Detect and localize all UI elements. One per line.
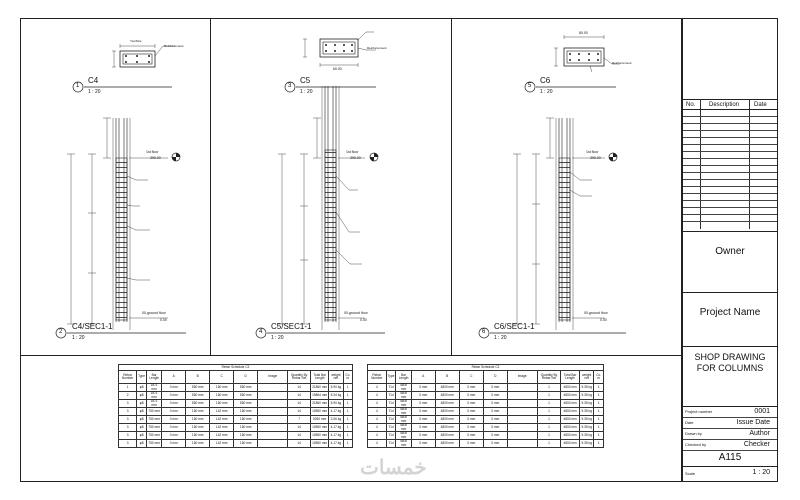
table-cell: 4 xyxy=(368,384,387,392)
table-cell: 550 mm xyxy=(234,400,258,408)
owner-label: Owner xyxy=(715,246,745,257)
table-cell: 550 mm xyxy=(186,392,210,400)
table-cell: 14 xyxy=(288,424,311,432)
schedule-header: Quantity By Rebar Set xyxy=(537,371,561,384)
table-cell: 1 xyxy=(537,400,561,408)
table-cell: 0 mm xyxy=(459,400,483,408)
schedule-title: Rebar Schedule C2 xyxy=(368,365,604,371)
elevation-scale-3: 1 : 20 xyxy=(494,335,507,341)
table-cell: T14 xyxy=(386,392,396,400)
table-cell: 750 mm xyxy=(147,432,162,440)
table-cell: 1 xyxy=(343,408,352,416)
table-cell: 4.17 kg xyxy=(329,424,343,432)
table-cell: 4 xyxy=(368,400,387,408)
schedule-header: weight net xyxy=(329,371,343,384)
table-cell: 1 xyxy=(343,440,352,448)
table-cell: 4800 mm xyxy=(435,432,459,440)
bottom-level-value-1: 0.00 xyxy=(160,318,167,322)
table-cell: 0 mm xyxy=(411,408,435,416)
table-cell: 0 mm xyxy=(162,400,186,408)
table-cell: 1 xyxy=(537,408,561,416)
table-cell: 0 mm xyxy=(459,440,483,448)
table-cell: 1 xyxy=(537,432,561,440)
top-level-label-2: 1st floor xyxy=(346,150,359,154)
table-cell: 1 xyxy=(594,384,604,392)
table-cell: 4800 mm xyxy=(435,392,459,400)
column-ties xyxy=(116,158,127,320)
schedule-header: B xyxy=(186,371,210,384)
elevation-number-2: 4 xyxy=(259,329,263,335)
table-cell: 4800 mm xyxy=(396,432,411,440)
detail-title-1: C4 xyxy=(88,76,99,85)
column-elevation-2 xyxy=(278,86,378,330)
project-number-label: Project number xyxy=(685,409,713,414)
table-cell: 1 xyxy=(343,384,352,392)
table-cell: 150 mm xyxy=(234,440,258,448)
schedule-body-1 xyxy=(119,384,353,448)
table-cell: 1 xyxy=(537,416,561,424)
table-cell xyxy=(507,416,537,424)
detail-number-2: 3 xyxy=(288,83,292,89)
elevation-number-1: 2 xyxy=(59,329,63,335)
table-cell: 1 xyxy=(594,408,604,416)
table-cell: 4800 mm xyxy=(396,440,411,448)
table-cell: 0 mm xyxy=(459,416,483,424)
elevation-title-2: C5/SEC1-1 xyxy=(271,322,312,331)
table-cell xyxy=(507,424,537,432)
table-cell: 750 mm xyxy=(147,408,162,416)
table-cell: 750 mm xyxy=(147,440,162,448)
table-cell: 750 mm xyxy=(147,424,162,432)
column-ties xyxy=(559,158,570,320)
table-cell: 4800 mm xyxy=(561,384,580,392)
table-cell: φ8 xyxy=(137,392,147,400)
table-cell: 4800 mm xyxy=(396,392,411,400)
table-cell: φ8 xyxy=(137,432,147,440)
table-cell: 150 mm xyxy=(210,392,234,400)
schedule-header: Type xyxy=(137,371,147,384)
table-cell: 1 xyxy=(594,432,604,440)
table-cell: 0 mm xyxy=(162,440,186,448)
table-cell: 150 mm xyxy=(186,432,210,440)
checked-by-label: Checked by xyxy=(685,442,707,447)
table-cell xyxy=(258,424,288,432)
table-row xyxy=(119,440,353,448)
table-cell: 0 mm xyxy=(483,424,507,432)
table-cell: 4.17 kg xyxy=(329,440,343,448)
table-cell: T14 xyxy=(386,384,396,392)
detail-scale-3: 1 : 20 xyxy=(540,89,553,95)
table-cell: 4800 mm xyxy=(561,400,580,408)
detail-note-1: Reinforcement xyxy=(164,44,184,48)
table-cell: 4.17 kg xyxy=(329,408,343,416)
table-cell: 0 mm xyxy=(162,384,186,392)
table-cell: 4 xyxy=(368,424,387,432)
schedule-header: Total Bar Length xyxy=(311,371,329,384)
table-cell: 14 xyxy=(288,408,311,416)
table-cell: 142 mm xyxy=(210,408,234,416)
detail-number-1: 1 xyxy=(76,83,80,89)
table-cell: 4 xyxy=(368,416,387,424)
table-cell: 21860 mm xyxy=(311,400,329,408)
table-cell: 1 xyxy=(343,416,352,424)
table-row xyxy=(368,440,604,448)
table-cell: 0 mm xyxy=(459,432,483,440)
table-cell: 4800 mm xyxy=(396,384,411,392)
project-name: Project Name xyxy=(699,307,761,318)
table-cell: φ8 xyxy=(137,424,147,432)
table-cell: 1 xyxy=(537,424,561,432)
schedule-header: C xyxy=(210,371,234,384)
section-outline xyxy=(120,51,155,67)
table-cell: 4800 mm xyxy=(561,432,580,440)
schedule-header: weight net xyxy=(579,371,594,384)
schedule-header: Rebar Number xyxy=(368,371,387,384)
table-cell: 0 mm xyxy=(483,400,507,408)
table-cell: 4800 mm xyxy=(561,440,580,448)
table-cell: T14 xyxy=(386,400,396,408)
table-cell: 150 mm xyxy=(186,408,210,416)
table-cell: 142 mm xyxy=(210,440,234,448)
elevation-title-3: C6/SEC1-1 xyxy=(494,322,535,331)
schedule-header: Co. m xyxy=(594,371,604,384)
table-cell xyxy=(507,392,537,400)
rebar-schedule-2 xyxy=(367,364,604,448)
top-level-label-1: 1st floor xyxy=(146,150,159,154)
table-cell: 7 xyxy=(288,416,311,424)
table-cell: 0 mm xyxy=(411,424,435,432)
table-cell: 1 xyxy=(594,400,604,408)
table-cell: 4800 mm xyxy=(435,424,459,432)
top-level-value-1: 390.00 xyxy=(150,156,161,160)
drawn-by-value: Author xyxy=(749,430,770,437)
table-cell: 0 mm xyxy=(411,392,435,400)
table-cell: T14 xyxy=(386,408,396,416)
table-cell: 5250 mm xyxy=(311,416,329,424)
table-cell xyxy=(507,384,537,392)
table-cell: 4800 mm xyxy=(396,408,411,416)
schedule-header: B xyxy=(435,371,459,384)
schedule-header: C xyxy=(459,371,483,384)
table-cell: 550 mm xyxy=(234,384,258,392)
table-cell: 4 xyxy=(368,432,387,440)
rev-header-no: No. xyxy=(686,102,696,108)
date-label: Date xyxy=(685,420,694,425)
table-row xyxy=(119,424,353,432)
schedule-header: D xyxy=(483,371,507,384)
bottom-level-label-2: 00-ground floor xyxy=(344,311,368,315)
rebar-schedule-1 xyxy=(118,364,353,448)
table-cell: 3 xyxy=(119,440,137,448)
table-cell xyxy=(258,408,288,416)
table-cell: 1 xyxy=(594,416,604,424)
table-cell: 142 mm xyxy=(210,424,234,432)
table-cell: 550 mm xyxy=(186,400,210,408)
table-cell: 0 mm xyxy=(483,408,507,416)
elevation-title-1: C4/SEC1-1 xyxy=(72,322,113,331)
checked-by-value: Checker xyxy=(743,441,770,448)
schedule-header: Bar Length xyxy=(147,371,162,384)
table-cell xyxy=(507,408,537,416)
column-elevation-3 xyxy=(513,118,617,330)
top-level-label-3: 1st floor xyxy=(586,150,599,154)
table-cell: T14 xyxy=(386,424,396,432)
table-cell: 0 mm xyxy=(483,392,507,400)
project-number: 0001 xyxy=(754,408,770,415)
table-cell: 0 mm xyxy=(411,400,435,408)
schedule-header: Image xyxy=(258,371,288,384)
table-cell: 4800 mm xyxy=(435,400,459,408)
table-cell: T14 xyxy=(386,432,396,440)
detail-markers xyxy=(56,82,626,338)
title-block xyxy=(682,18,778,482)
table-row xyxy=(119,432,353,440)
table-cell: 150 mm xyxy=(186,424,210,432)
schedule-header: Rebar Number xyxy=(119,371,137,384)
table-cell: 14 xyxy=(288,384,311,392)
table-cell: 0 mm xyxy=(162,432,186,440)
table-cell: 0 mm xyxy=(483,440,507,448)
table-cell: 1871 mm xyxy=(147,384,162,392)
table-cell: 1 xyxy=(537,392,561,400)
table-cell: 10550 mm xyxy=(311,424,329,432)
table-cell: 4800 mm xyxy=(396,424,411,432)
table-cell: 2 xyxy=(119,392,137,400)
table-cell: 150 mm xyxy=(186,440,210,448)
table-cell: φ8 xyxy=(137,416,147,424)
rev-header-date: Date xyxy=(754,102,767,108)
table-cell: 0 mm xyxy=(162,424,186,432)
table-cell: 3 xyxy=(119,416,137,424)
detail-scale-1: 1 : 20 xyxy=(88,89,101,95)
table-cell: 1 xyxy=(343,424,352,432)
elevation-number-3: 6 xyxy=(482,329,486,335)
revision-table xyxy=(683,99,777,231)
table-cell xyxy=(507,400,537,408)
table-cell: φ8 xyxy=(137,408,147,416)
table-cell: 1871 mm xyxy=(147,400,162,408)
table-cell: 0 mm xyxy=(483,384,507,392)
table-cell: 10550 mm xyxy=(311,432,329,440)
table-cell: 4800 mm xyxy=(435,416,459,424)
table-cell: 5.90 kg xyxy=(329,384,343,392)
top-level-value-2: 390.00 xyxy=(350,156,361,160)
table-cell: 0 mm xyxy=(162,392,186,400)
table-cell: 5.35 kg xyxy=(579,384,594,392)
table-cell: 150 mm xyxy=(186,416,210,424)
detail-scale-2: 1 : 20 xyxy=(300,89,313,95)
table-cell: 142 mm xyxy=(210,432,234,440)
table-cell: 3 xyxy=(119,400,137,408)
table-row xyxy=(119,400,353,408)
schedule-title: Rebar Schedule C2 xyxy=(119,365,353,371)
table-cell: 142 mm xyxy=(210,416,234,424)
watermark-logo: خمسات xyxy=(360,457,427,479)
table-cell xyxy=(258,384,288,392)
table-cell: 3 xyxy=(119,408,137,416)
column-elevation-1 xyxy=(67,118,180,330)
table-cell: 4800 mm xyxy=(435,384,459,392)
table-cell: 2.06 kg xyxy=(329,416,343,424)
table-cell xyxy=(507,440,537,448)
table-cell: 0 mm xyxy=(483,432,507,440)
table-cell: 5.34 kg xyxy=(329,392,343,400)
schedule-header: Image xyxy=(507,371,537,384)
schedule-header: A xyxy=(162,371,186,384)
bottom-level-label-3: 00-ground floor xyxy=(584,311,608,315)
schedule-header: Total Bar Length xyxy=(561,371,580,384)
table-row xyxy=(119,408,353,416)
table-cell: 4800 mm xyxy=(561,424,580,432)
schedule-header: Type xyxy=(386,371,396,384)
table-cell: 150 mm xyxy=(234,424,258,432)
sheet-number: A115 xyxy=(718,452,742,463)
table-cell: 5.35 kg xyxy=(579,400,594,408)
table-cell: 0 mm xyxy=(162,408,186,416)
table-cell: 1 xyxy=(343,400,352,408)
table-cell: 4800 mm xyxy=(561,416,580,424)
table-row xyxy=(119,416,353,424)
schedule-header: Bar Length xyxy=(396,371,411,384)
table-cell: φ8 xyxy=(137,400,147,408)
table-cell: 0 mm xyxy=(459,408,483,416)
date-value: Issue Date xyxy=(736,419,770,426)
table-cell: 0 mm xyxy=(162,416,186,424)
schedule-body-2 xyxy=(368,384,604,448)
table-cell xyxy=(258,432,288,440)
table-cell: φ8 xyxy=(137,384,147,392)
table-cell: 21860 mm xyxy=(311,384,329,392)
elevation-scale-2: 1 : 20 xyxy=(271,335,284,341)
table-cell: 1 xyxy=(537,440,561,448)
table-cell: 4800 mm xyxy=(396,400,411,408)
table-cell: 1 xyxy=(343,392,352,400)
table-cell: 550 mm xyxy=(186,384,210,392)
table-cell: 4800 mm xyxy=(561,392,580,400)
detail-number-3: 5 xyxy=(528,83,532,89)
table-cell: 14 xyxy=(288,440,311,448)
logo-area xyxy=(683,19,777,99)
table-cell: 1871 mm xyxy=(147,392,162,400)
table-cell: 3 xyxy=(119,432,137,440)
detail-note-3: Reinforcement xyxy=(612,61,632,65)
table-cell: 14 xyxy=(288,432,311,440)
table-cell: 1 xyxy=(537,384,561,392)
table-cell: 5.35 kg xyxy=(579,408,594,416)
table-cell: 150 mm xyxy=(210,384,234,392)
detail-note-2: Reinforcement xyxy=(367,46,387,50)
table-cell: 10550 mm xyxy=(311,440,329,448)
table-cell xyxy=(507,432,537,440)
table-cell: 150 mm xyxy=(234,408,258,416)
table-cell: 4800 mm xyxy=(561,408,580,416)
table-cell: 750 mm xyxy=(147,416,162,424)
table-cell xyxy=(258,392,288,400)
table-cell: 4800 mm xyxy=(435,440,459,448)
table-cell: 3 xyxy=(119,424,137,432)
table-cell: 1 xyxy=(594,424,604,432)
table-cell: 0 mm xyxy=(459,384,483,392)
bottom-level-value-3: 0.00 xyxy=(600,318,607,322)
table-cell: 0 mm xyxy=(483,416,507,424)
column-detail-2 xyxy=(303,32,376,67)
column-ties xyxy=(325,150,336,320)
table-cell: 0 mm xyxy=(411,416,435,424)
table-cell: 1 xyxy=(343,432,352,440)
table-cell: 5.90 kg xyxy=(329,400,343,408)
table-cell: 4800 mm xyxy=(396,416,411,424)
table-cell: 19864 mm xyxy=(311,392,329,400)
table-cell: 0 mm xyxy=(459,392,483,400)
top-level-value-3: 390.00 xyxy=(590,156,601,160)
table-cell: 14 xyxy=(288,392,311,400)
table-cell: 14 xyxy=(288,400,311,408)
detail-dim-1: Yes/Size xyxy=(130,39,142,43)
table-cell: 10550 mm xyxy=(311,408,329,416)
detail-title-2: C5 xyxy=(300,76,311,85)
table-cell: 0 mm xyxy=(459,424,483,432)
table-cell: 5.35 kg xyxy=(579,424,594,432)
table-cell: 0 mm xyxy=(411,432,435,440)
table-cell xyxy=(258,400,288,408)
table-cell: 4800 mm xyxy=(435,408,459,416)
bottom-level-label-1: 00-ground floor xyxy=(142,311,166,315)
column-detail-3 xyxy=(554,35,620,72)
table-cell: 4 xyxy=(368,440,387,448)
table-cell: 150 mm xyxy=(210,400,234,408)
sheet-title: SHOP DRAWING FOR COLUMNS xyxy=(694,352,766,373)
table-cell: 5.35 kg xyxy=(579,440,594,448)
bottom-level-value-2: 0.00 xyxy=(360,318,367,322)
table-cell: 1 xyxy=(594,392,604,400)
table-cell: 550 mm xyxy=(234,392,258,400)
table-cell: 0 mm xyxy=(411,440,435,448)
table-cell xyxy=(258,416,288,424)
table-cell: 0 mm xyxy=(411,384,435,392)
table-cell: T14 xyxy=(386,416,396,424)
table-cell: T14 xyxy=(386,440,396,448)
detail-title-3: C6 xyxy=(540,76,551,85)
table-cell xyxy=(258,440,288,448)
table-cell: 150 mm xyxy=(234,416,258,424)
detail-dim-2: 60.00 xyxy=(333,67,342,71)
table-cell: 1 xyxy=(594,440,604,448)
table-cell: 150 mm xyxy=(234,432,258,440)
table-cell: 4 xyxy=(368,392,387,400)
schedule-header: A xyxy=(411,371,435,384)
schedule-header: Co. m xyxy=(343,371,352,384)
drawn-by-label: Drawn by xyxy=(685,431,702,436)
scale-value: 1 : 20 xyxy=(752,469,770,476)
detail-dim-3: 80.00 xyxy=(579,31,588,35)
elevation-scale-1: 1 : 20 xyxy=(72,335,85,341)
table-cell: 1 xyxy=(119,384,137,392)
table-cell: 5.35 kg xyxy=(579,416,594,424)
scale-label: Scale xyxy=(685,471,696,476)
schedule-header: D xyxy=(234,371,258,384)
schedule-header: Quantity By Rebar Set xyxy=(288,371,311,384)
table-cell: φ8 xyxy=(137,440,147,448)
table-cell: 4 xyxy=(368,408,387,416)
table-cell: 5.35 kg xyxy=(579,432,594,440)
table-cell: 5.35 kg xyxy=(579,392,594,400)
table-cell: 4.17 kg xyxy=(329,432,343,440)
rev-header-desc: Description xyxy=(709,102,740,108)
